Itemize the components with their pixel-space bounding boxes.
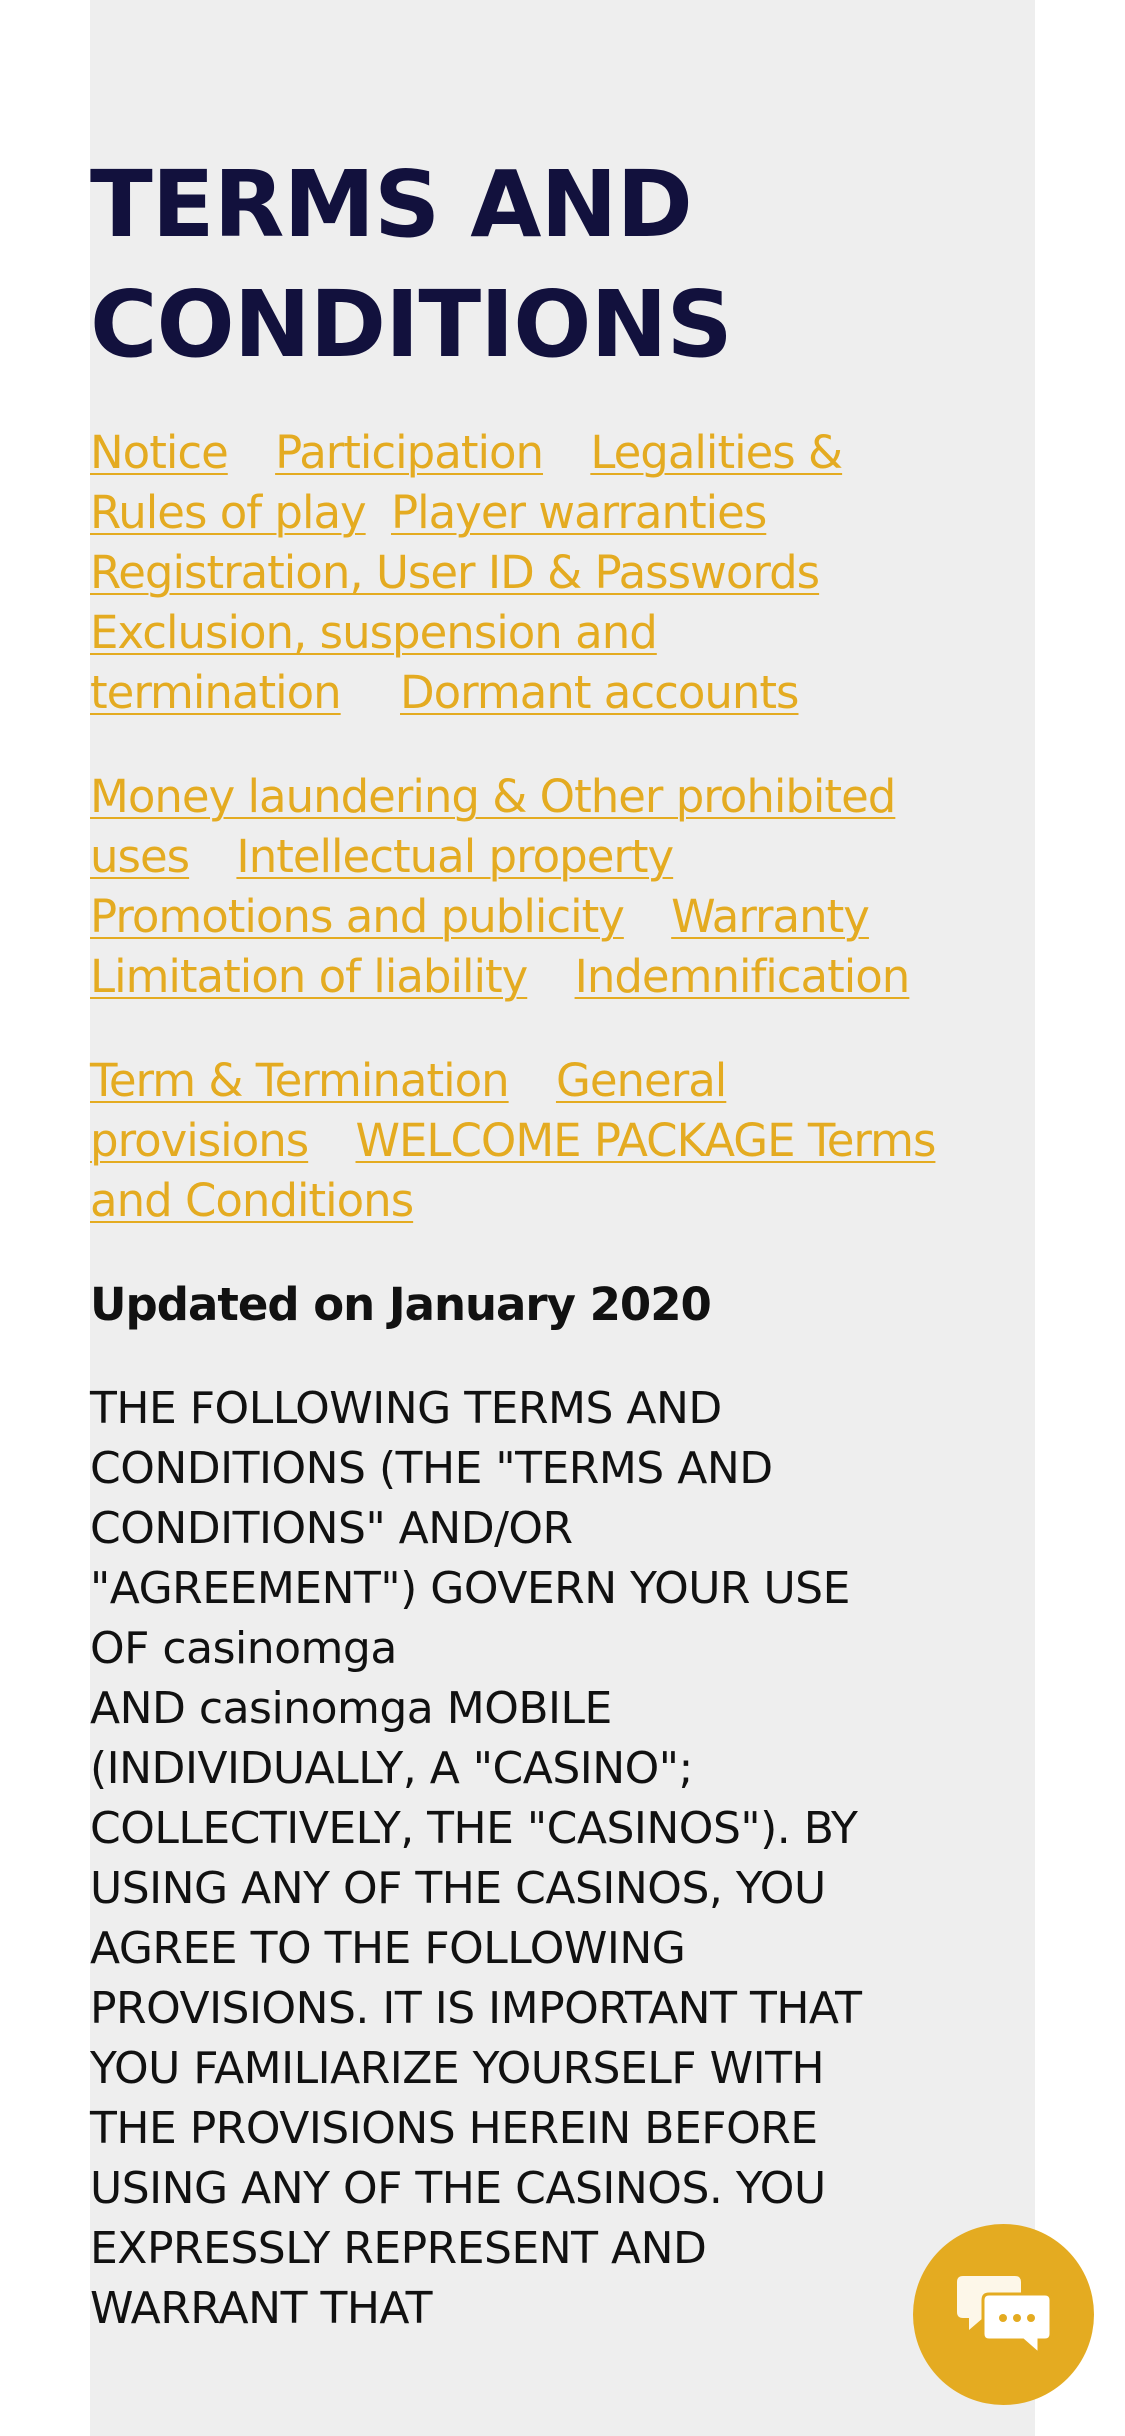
- toc-link-warranty[interactable]: Warranty: [671, 890, 869, 943]
- toc-link-indemnification[interactable]: Indemnification: [574, 950, 910, 1003]
- chat-button[interactable]: [913, 2224, 1094, 2405]
- toc-link-legalities[interactable]: Legalities & Rules of play: [90, 426, 843, 539]
- toc-link-notice[interactable]: Notice: [90, 426, 228, 479]
- table-of-contents: [90, 423, 950, 1231]
- page-title: TERMS AND CONDITIONS: [90, 151, 732, 378]
- updated-date: Updated on January 2020: [90, 1278, 711, 1331]
- toc-link-registration[interactable]: Registration, User ID & Passwords: [90, 546, 820, 599]
- toc-link-money-laundering[interactable]: Money laundering & Other prohibited uses: [90, 770, 896, 883]
- toc-group-1: [90, 423, 950, 723]
- toc-group-2: [90, 767, 950, 1007]
- toc-link-term-termination[interactable]: Term & Termination: [90, 1054, 509, 1107]
- toc-link-promotions[interactable]: Promotions and publicity: [90, 890, 624, 943]
- toc-link-limitation[interactable]: Limitation of liability: [90, 950, 528, 1003]
- terms-body-text: THE FOLLOWING TERMS AND CONDITIONS (THE "TERMS AND CONDITIONS" AND/OR "AGREEMENT") GOVERN YOUR USE OF casinomga AND casinomga MOBILE (INDIVIDUALLY, A "CASINO"; COLLECTIVELY, THE "CASINOS"). BY USING ANY OF THE CASINOS, YOU AGREE TO THE FOLLOWING PROVISIONS. IT IS IMPORTANT THAT YOU FAMILIARIZE YOURSELF WITH THE PROVISIONS HEREIN BEFORE USING ANY OF THE CASINOS. YOU EXPRESSLY REPRESENT AND WARRANT THAT: [90, 1383, 862, 2334]
- chat-bubble-icon: [955, 2272, 1053, 2358]
- toc-link-welcome-package[interactable]: WELCOME PACKAGE Terms and Conditions: [90, 1114, 936, 1227]
- toc-link-dormant-accounts[interactable]: Dormant accounts: [400, 666, 799, 719]
- toc-link-general-provisions[interactable]: General provisions: [90, 1054, 727, 1167]
- terms-content: [90, 145, 950, 2339]
- toc-link-participation[interactable]: Participation: [275, 426, 544, 479]
- toc-group-3: [90, 1051, 950, 1231]
- toc-link-player-warranties[interactable]: Player warranties: [390, 486, 767, 539]
- toc-link-exclusion[interactable]: Exclusion, suspension and termination: [90, 606, 657, 719]
- toc-link-intellectual-property[interactable]: Intellectual property: [236, 830, 674, 883]
